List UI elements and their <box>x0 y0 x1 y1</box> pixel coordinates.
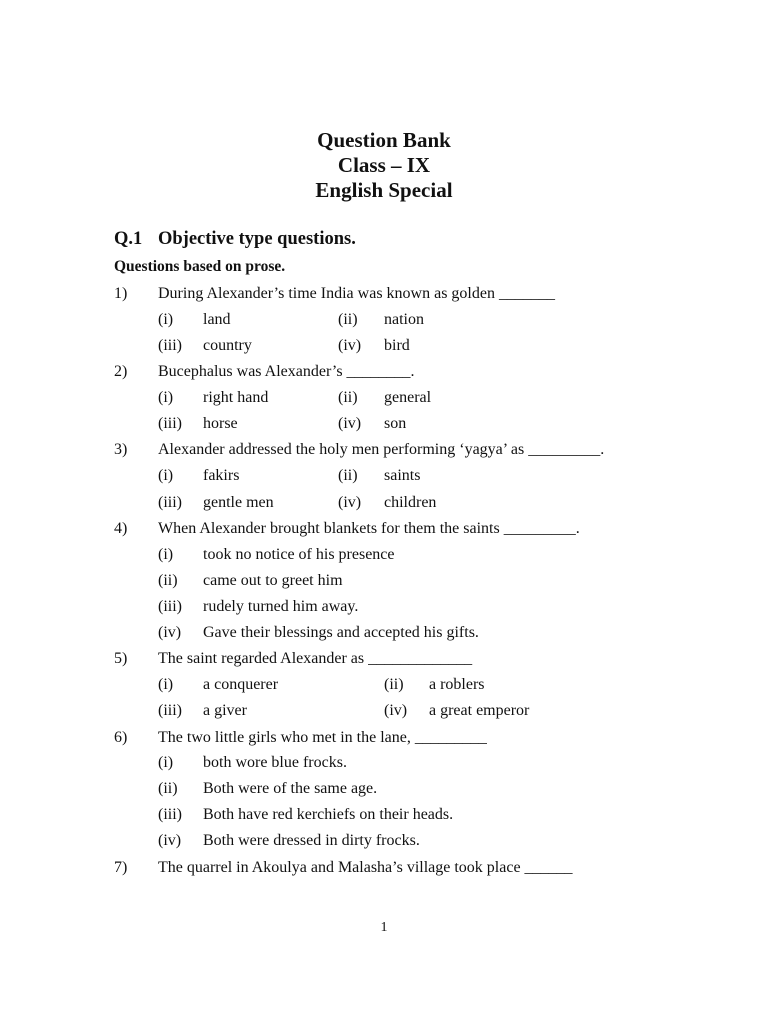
option-text: a giver <box>203 702 247 719</box>
option-text: rudely turned him away. <box>203 598 359 615</box>
option-number: (i) <box>158 311 174 328</box>
subheading: Questions based on prose. <box>114 258 286 275</box>
option-text: gentle men <box>203 494 274 511</box>
page-number: 1 <box>380 920 388 935</box>
section-title: Objective type questions. <box>158 229 356 249</box>
option-number: (i) <box>158 389 174 406</box>
question-number: 3) <box>114 441 128 458</box>
option-text: took no notice of his presence <box>203 546 395 563</box>
option-text: land <box>203 311 231 328</box>
doc-class: Class – IX <box>337 153 431 177</box>
option-number: (iii) <box>158 494 182 511</box>
option-text: fakirs <box>203 467 240 484</box>
section-heading <box>114 229 356 250</box>
option-number: (iv) <box>338 337 362 354</box>
option-number: (iv) <box>384 702 408 719</box>
option-number: (iii) <box>158 806 182 823</box>
question-text: When Alexander brought blankets for them the saints _________. <box>158 520 580 537</box>
option-text: country <box>203 337 252 354</box>
option-text: a conquerer <box>203 676 279 693</box>
option-text: both wore blue frocks. <box>203 754 347 771</box>
option-number: (iii) <box>158 337 182 354</box>
option-text: a roblers <box>429 676 485 693</box>
question-text: The quarrel in Akoulya and Malasha’s village took place ______ <box>158 859 573 876</box>
option-text: nation <box>384 311 424 328</box>
option-number: (iv) <box>158 624 182 641</box>
question-text: The saint regarded Alexander as _____________ <box>158 650 473 667</box>
option-number: (ii) <box>338 467 358 484</box>
option-number: (iv) <box>338 494 362 511</box>
section-number: Q.1 <box>114 229 143 249</box>
option-text: general <box>384 389 432 406</box>
option-number: (i) <box>158 676 174 693</box>
option-text: saints <box>384 467 421 484</box>
option-number: (iii) <box>158 415 182 432</box>
option-text: Gave their blessings and accepted his gifts. <box>203 624 479 641</box>
option-text: horse <box>203 415 238 432</box>
question-text: Bucephalus was Alexander’s ________. <box>158 363 415 380</box>
option-text: a great emperor <box>429 702 530 719</box>
option-number: (i) <box>158 467 174 484</box>
option-number: (i) <box>158 546 174 563</box>
option-number: (ii) <box>158 572 178 589</box>
question-number: 6) <box>114 729 128 746</box>
option-text: children <box>384 494 437 511</box>
option-number: (iii) <box>158 702 182 719</box>
option-number: (iv) <box>158 832 182 849</box>
question-number: 2) <box>114 363 128 380</box>
option-text: Both were dressed in dirty frocks. <box>203 832 420 849</box>
doc-title: Question Bank <box>317 128 451 152</box>
option-text: son <box>384 415 407 432</box>
option-number: (iii) <box>158 598 182 615</box>
question-number: 4) <box>114 520 128 537</box>
question-number: 5) <box>114 650 128 667</box>
option-text: Both have red kerchiefs on their heads. <box>203 806 454 823</box>
option-number: (i) <box>158 754 174 771</box>
option-number: (ii) <box>384 676 404 693</box>
option-text: right hand <box>203 389 269 406</box>
option-number: (ii) <box>338 311 358 328</box>
question-number: 1) <box>114 285 128 302</box>
option-number: (ii) <box>338 389 358 406</box>
option-text: came out to greet him <box>203 572 343 589</box>
question-text: Alexander addressed the holy men performing ‘yagya’ as _________. <box>158 441 605 458</box>
option-number: (iv) <box>338 415 362 432</box>
doc-subject: English Special <box>315 178 453 202</box>
option-text: Both were of the same age. <box>203 780 378 797</box>
question-text: The two little girls who met in the lane, _________ <box>158 729 487 746</box>
question-text: During Alexander’s time India was known as golden _______ <box>158 285 555 302</box>
option-text: bird <box>384 337 410 354</box>
option-number: (ii) <box>158 780 178 797</box>
question-number: 7) <box>114 859 128 876</box>
